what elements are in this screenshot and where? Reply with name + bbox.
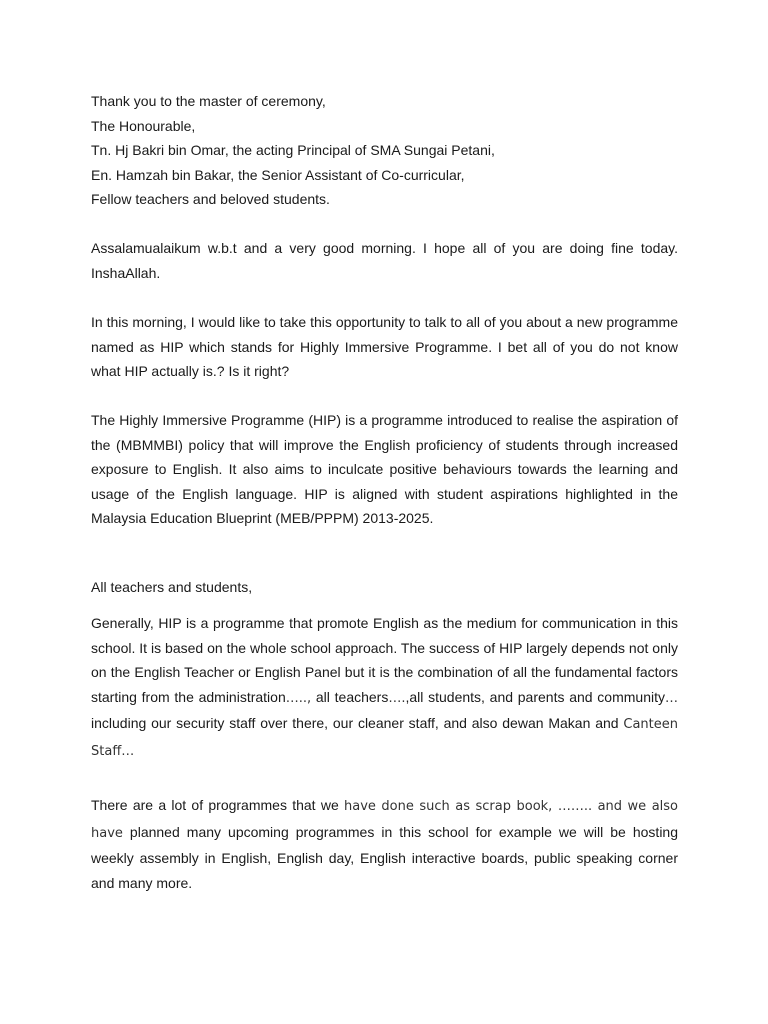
- salutation-line: Fellow teachers and beloved students.: [91, 191, 330, 207]
- address-line: All teachers and students,: [91, 579, 253, 595]
- paragraph-text: all teachers: [311, 688, 389, 705]
- greeting-paragraph: Assalamualaikum w.b.t and a very good morning. I hope all of you are doing fine today. InshaAllah.: [91, 240, 678, 281]
- intro-paragraph: In this morning, I would like to take this opportunity to talk to all of you about a new programme named as HIP which stands for Highly Immersive Programme. I bet all of you do not know what HIP actually is.? Is it right?: [91, 314, 678, 379]
- ellipsis-text: ….: [388, 690, 406, 706]
- ellipsis-text: …..,: [285, 690, 312, 706]
- paragraph-text: planned many upcoming programmes in this school for example we will be hosting weekly assembly in English, English day, English interactive boards, public speaking corner and many more.: [91, 823, 678, 891]
- whole-school-paragraph: [91, 611, 678, 764]
- salutation-block: [91, 89, 678, 212]
- programmes-paragraph: [91, 793, 678, 895]
- paragraph-text: including our security staff over there, our cleaner staff, and also dewan Makan and: [91, 715, 624, 731]
- soft-text: have done such as scrap book, …….. and we also have: [91, 799, 678, 841]
- salutation-line: En. Hamzah bin Bakar, the Senior Assistant of Co-curricular,: [91, 166, 465, 183]
- paragraph-text: ,all students, and parents and community: [405, 688, 665, 705]
- salutation-line: The Honourable,: [91, 117, 196, 134]
- canteen-text: Canteen Staff…: [91, 717, 678, 759]
- paragraph-text: Generally, HIP is a programme that promote English as the medium for communication in this school. It is based on the whole school approach. The success of HIP largely depends not only on the English Teacher or English Panel but it is the combination of all the fundamental factors starting from the administration: [91, 615, 678, 705]
- salutation-line: Thank you to the master of ceremony,: [91, 93, 326, 109]
- paragraph-text: There are a lot of programmes that we: [91, 797, 344, 813]
- salutation-line: Tn. Hj Bakri bin Omar, the acting Principal of SMA Sungai Petani,: [91, 142, 495, 158]
- hip-definition-paragraph: The Highly Immersive Programme (HIP) is a programme introduced to realise the aspiration of the (MBMMBI) policy that will improve the English proficiency of students through increased exposure to English. It also aims to inculcate positive behaviours towards the learning and usage of the English language. HIP is aligned with student aspirations highlighted in the Malaysia Education Blueprint (MEB/PPPM) 2013-2025.: [91, 412, 678, 526]
- ellipsis-text: …: [665, 690, 678, 706]
